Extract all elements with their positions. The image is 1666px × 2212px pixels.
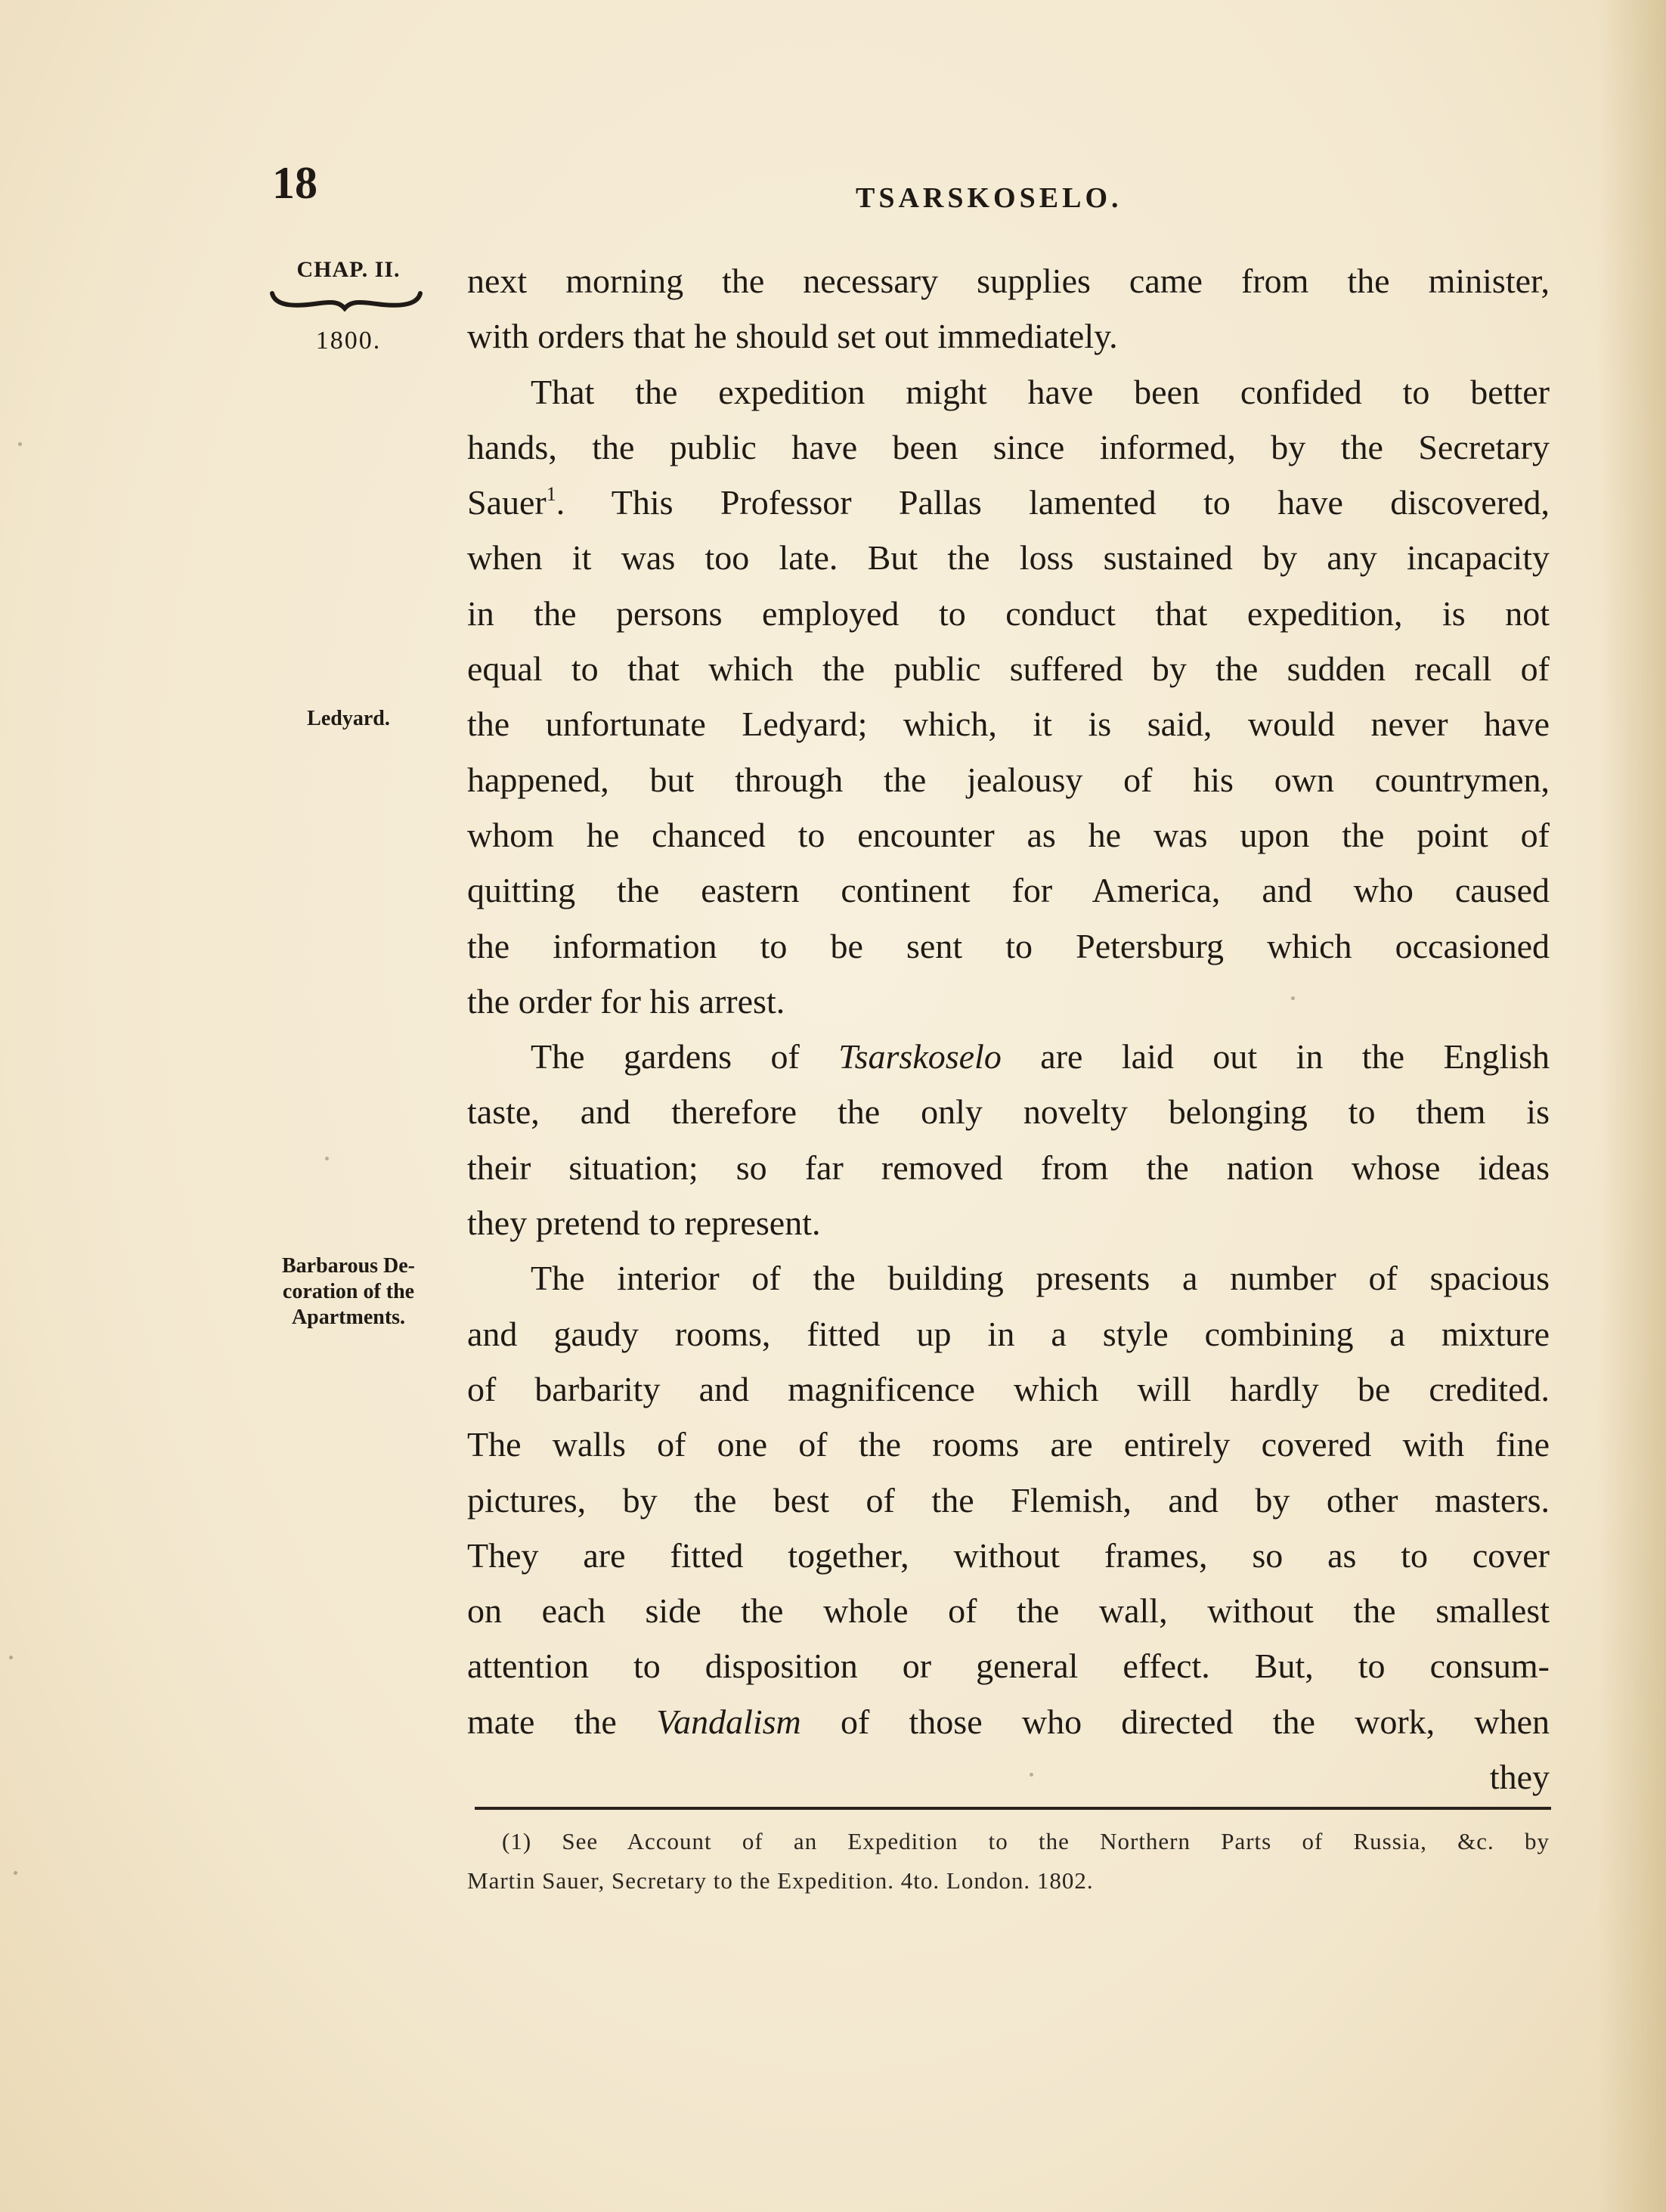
text-line: on each side the whole of the wall, without the smallest	[467, 1591, 1550, 1631]
text-line: hands, the public have been since informed, by the Secretary	[467, 427, 1550, 466]
text-line: That the expedition might have been confided to better	[531, 372, 1550, 411]
paper-speck	[1291, 996, 1295, 1000]
text-line: They are fitted together, without frames, so as to cover	[467, 1535, 1550, 1575]
paper-speck	[325, 1157, 329, 1160]
text-fragment: are laid out in the English	[1001, 1037, 1550, 1077]
catchword: they	[1489, 1758, 1550, 1797]
italic-text: Tsarskoselo	[838, 1037, 1002, 1077]
margin-note-ledyard: Ledyard.	[307, 707, 390, 730]
text-line: with orders that he should set out immediately.	[467, 317, 1118, 356]
text-line: the unfortunate Ledyard; which, it is said, would never have	[467, 705, 1550, 744]
footnote	[467, 1822, 1550, 1901]
margin-note-line: Apartments.	[291, 1306, 406, 1329]
text-line: happened, but through the jealousy of his own countrymen,	[467, 760, 1550, 799]
footnote-reference: 1	[546, 483, 556, 506]
text-line	[467, 475, 1550, 530]
text-fragment: The gardens of	[531, 1037, 839, 1077]
text-fragment: mate the	[467, 1702, 657, 1741]
italic-text: Vandalism	[656, 1702, 801, 1741]
text-fragment: Sauer	[467, 483, 547, 522]
text-line: taste, and therefore the only novelty belonging to them is	[467, 1092, 1550, 1132]
text-line: when it was too late. But the loss sustained by any incapacity	[467, 538, 1550, 578]
text-fragment: . This Professor Pallas lamented to have discovered,	[556, 483, 1550, 522]
footnote-line: (1) See Account of an Expedition to the Northern Parts of Russia, &c. by	[502, 1828, 1550, 1854]
text-line: quitting the eastern continent for America, and who caused	[467, 871, 1550, 910]
text-fragment: of those who directed the work, when	[800, 1702, 1550, 1741]
running-title: TSARSKOSELO.	[856, 182, 1123, 214]
text-line: the information to be sent to Petersburg which occasioned	[467, 926, 1550, 965]
margin-chapter-label: CHAP. II.	[296, 257, 401, 282]
text-line: attention to disposition or general effect. But, to consum-	[467, 1647, 1550, 1686]
margin-note-barbarous	[249, 1253, 447, 1331]
text-line: they pretend to represent.	[467, 1204, 821, 1243]
footnote-line: Martin Sauer, Secretary to the Expedition. 4to. London. 1802.	[467, 1867, 1094, 1894]
body-text	[467, 253, 1550, 1805]
text-line: pictures, by the best of the Flemish, and by other masters.	[467, 1480, 1550, 1520]
margin-year: 1800.	[315, 327, 382, 355]
margin-note-line: coration of the	[282, 1280, 415, 1303]
footnote-rule	[475, 1807, 1551, 1810]
paper-speck	[9, 1656, 13, 1659]
text-line: the order for his arrest.	[467, 981, 785, 1021]
text-line	[467, 1029, 1550, 1084]
text-line: The walls of one of the rooms are entirely covered with fine	[467, 1425, 1550, 1464]
brace-ornament-icon	[269, 286, 423, 311]
text-line: and gaudy rooms, fitted up in a style combining a mixture	[467, 1314, 1550, 1353]
paper-speck	[14, 1871, 17, 1875]
margin-note-line: Barbarous De-	[281, 1254, 416, 1278]
text-line: their situation; so far removed from the nation whose ideas	[467, 1148, 1550, 1187]
paper-speck	[1030, 1773, 1033, 1777]
page-number: 18	[272, 158, 317, 208]
text-line: equal to that which the public suffered by the sudden recall of	[467, 649, 1550, 689]
text-line: next morning the necessary supplies came from the minister,	[467, 262, 1550, 300]
text-line: The interior of the building presents a number of spacious	[531, 1259, 1550, 1298]
text-line: in the persons employed to conduct that expedition, is not	[467, 593, 1550, 633]
paper-speck	[18, 442, 22, 446]
text-line: of barbarity and magnificence which will hardly be credited.	[467, 1369, 1550, 1408]
text-line: whom he chanced to encounter as he was upon the point of	[467, 815, 1550, 854]
page-edge-shading	[1598, 0, 1666, 2212]
text-line	[467, 1694, 1550, 1749]
